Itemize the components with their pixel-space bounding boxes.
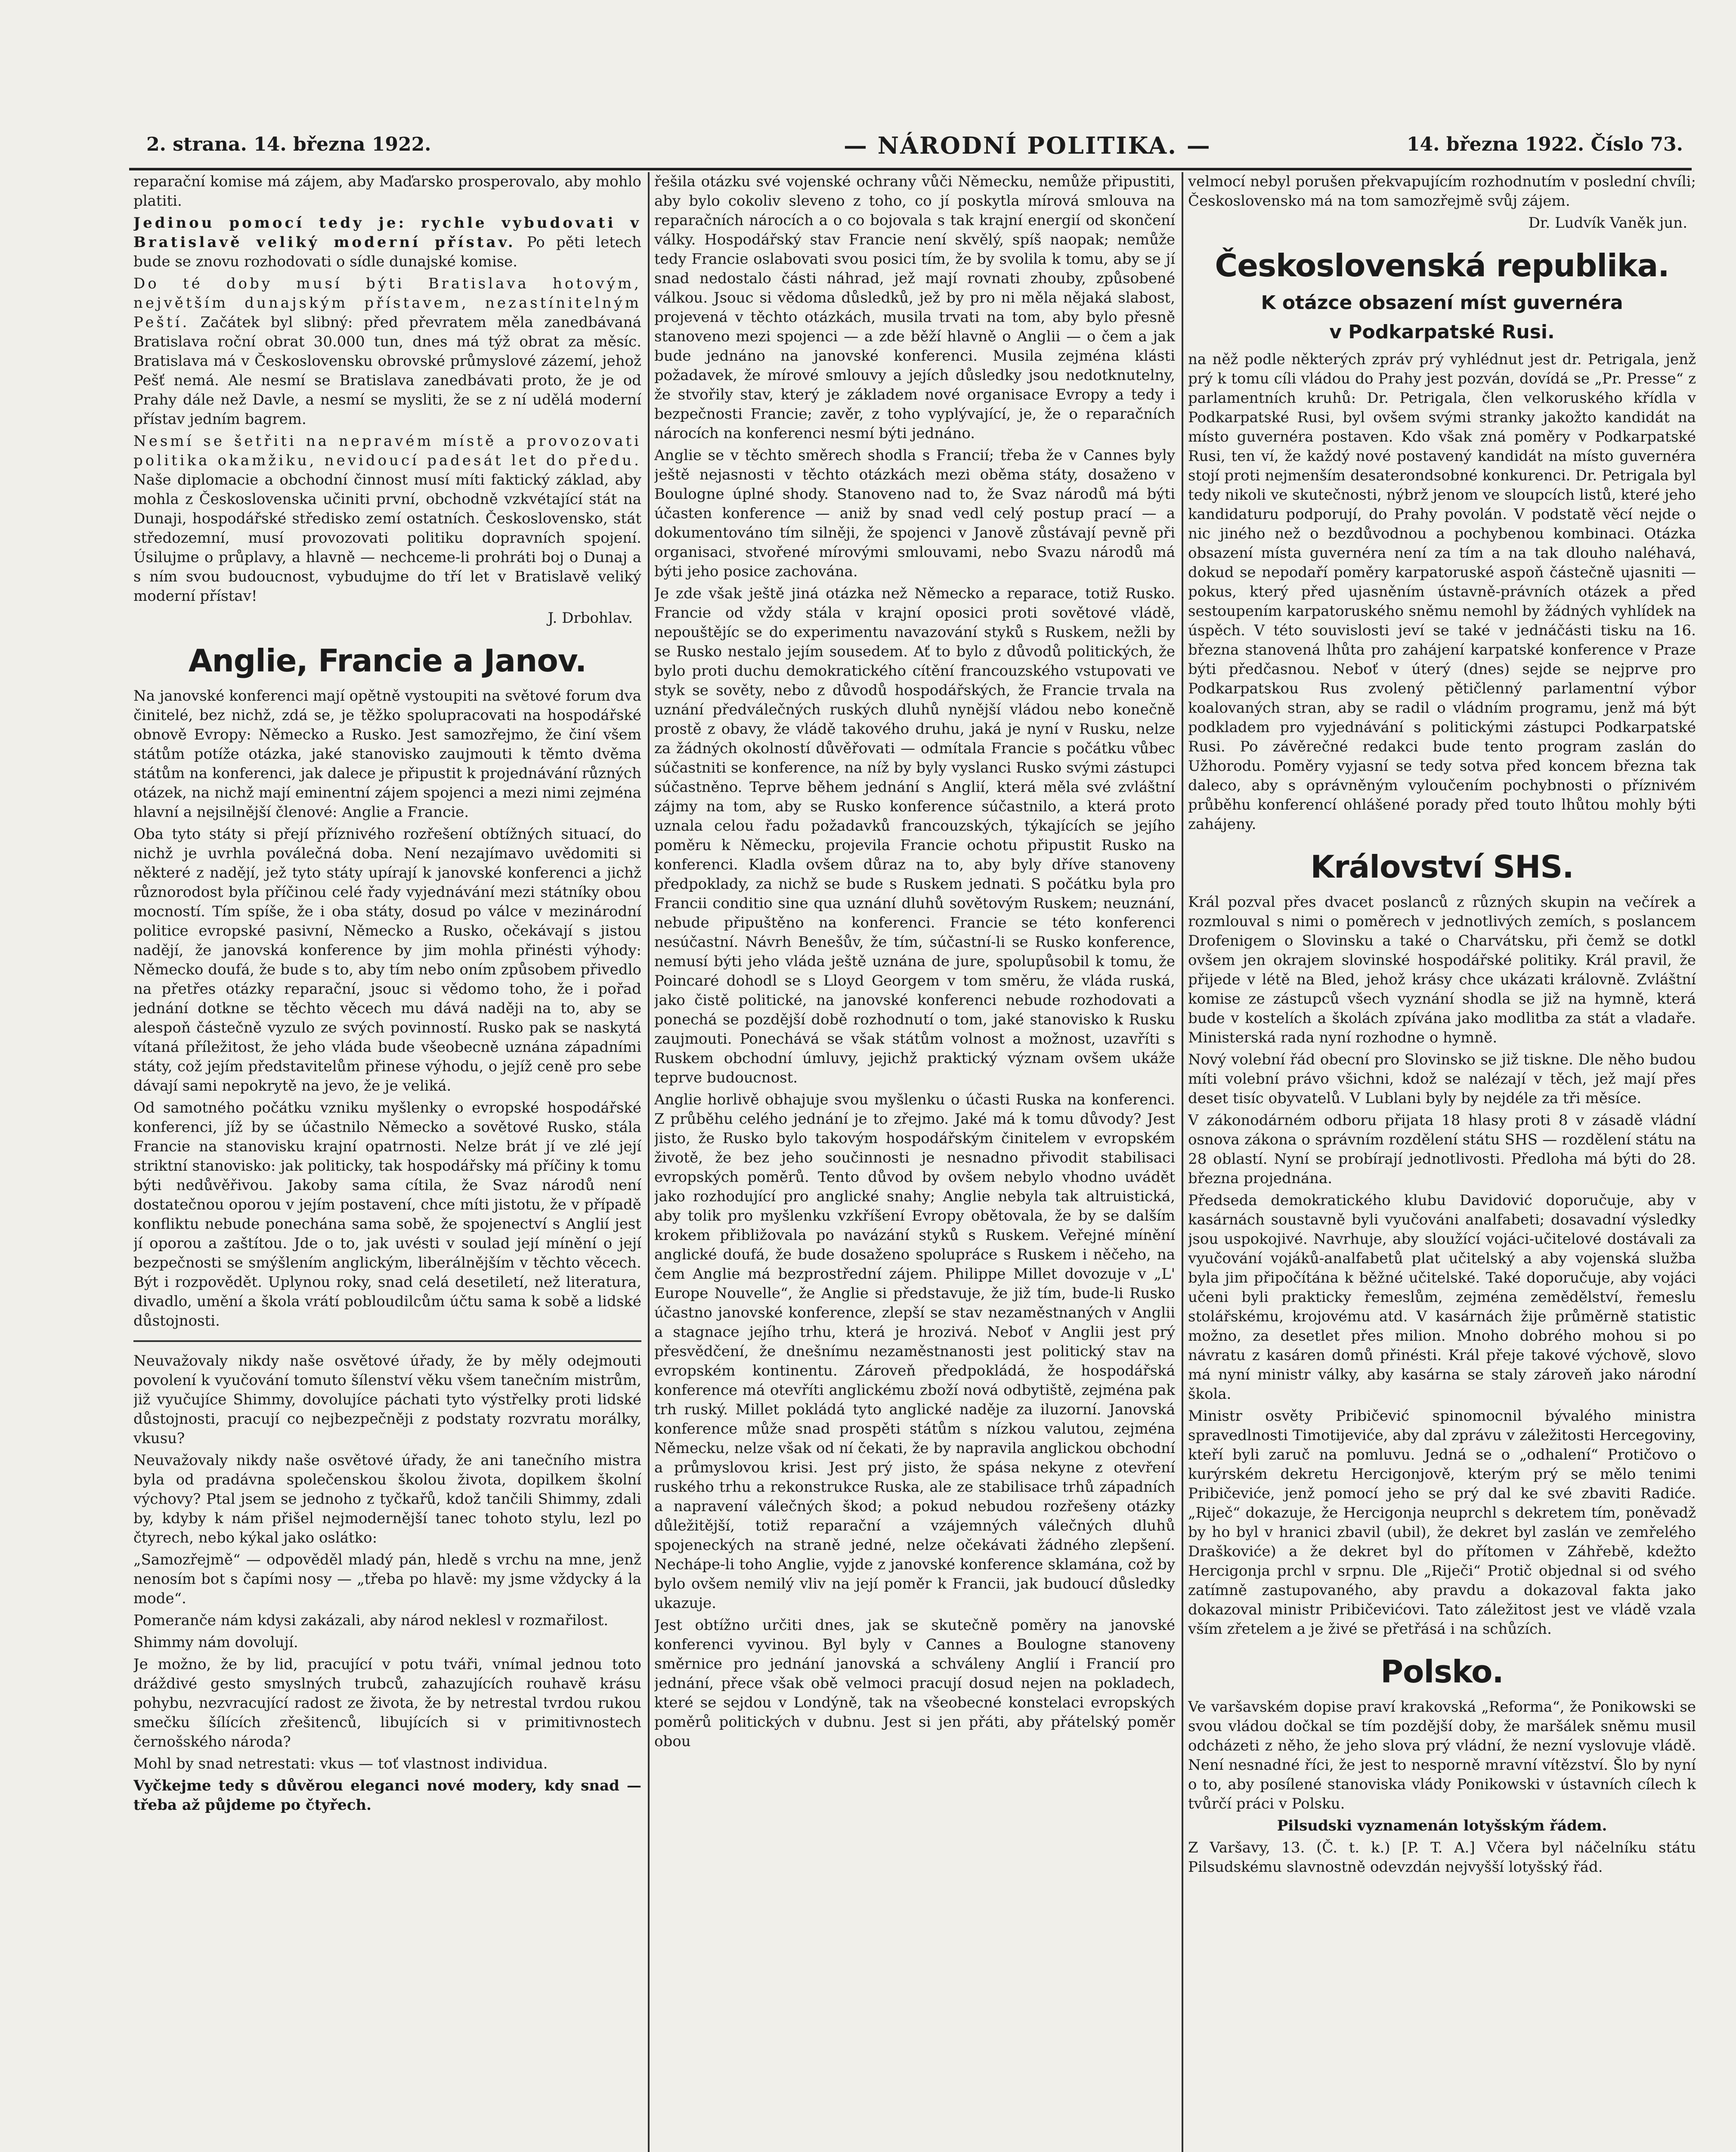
paragraph: Oba tyto státy si přejí příznivého rozřešení obtížných situací, do nichž je uvrhla poválečná doba. Není nezajímavo uvědomiti si některé z nadějí, jež tyto státy upírají k janovské konferenci a jichž různorodost byla příčinou celé řady vyjednávání mezi státníky obou mocností. Tím spíše, že i oba státy, dosud po válce v mezinárodní politice evropské pasivní, Německo a Rusko, očekávají s jistou nadějí, že janovská konference by jim mohla přinésti výhody: Německo doufá, že bude s to, aby tím nebo oním způsobem přivedlo na přetřes otázky reparační, jsouc si vědomo toho, že i pořad jednání dotkne se těchto věcech mu dává naději na to, aby se alespoň částečně vyzulo ze svých povinností. Rusko pak se naskytá vítaná příležitost, že jeho vláda bude všeobecně uznána západními státy, což jejím představitelům přinese výhodu, o jejíž ceně pro sebe dávají sami nepokrytě na jevo, že je veliká.: [133, 826, 641, 1095]
text: Po pěti letech bude se znovu rozhodovati o sídle dunajské komise.: [133, 234, 641, 270]
emphasis: Nesmí se šetřiti na nepravém místě a provozovati politika okamžiku, nevidoucí padesát let do předu.: [133, 433, 641, 469]
paragraph: reparační komise má zájem, aby Maďarsko prosperovalo, aby mohlo platiti.: [133, 173, 641, 210]
emphasis: Do té doby musí býti Bratislava hotovým, největším dunajským přístavem, nezastínitelným Peští.: [133, 275, 641, 331]
author-signature: Dr. Ludvík Vaněk jun.: [1528, 214, 1687, 232]
section-divider: [133, 1340, 641, 1342]
paragraph: [133, 432, 641, 606]
paragraph: Ve varšavském dopise praví krakovská „Reforma“, že Ponikowski se svou vládou dočkal se tím pozdější doby, že maršálek sněmu musil odcházeti z něho, že jeho slova prý vládní, že nezní vyslovuje vládě. Není nesnadné říci, že jest to nesporně mravní vítězství. Šlo by nyní o to, aby posílené stanoviska vlády Ponikowski v ústavních cílech k tvůrčí práci v Polsku.: [1188, 1698, 1696, 1812]
page-date-left: 2. strana. 14. března 1922.: [146, 133, 431, 155]
section-title: Království SHS.: [1310, 849, 1574, 885]
paragraph: Pomeranče nám kdysi zakázali, aby národ neklesl v rozmařilost.: [133, 1612, 609, 1629]
column-3: [1188, 172, 1696, 2152]
paragraph: Mohl by snad netrestati: vkus — toť vlastnost individua.: [133, 1755, 548, 1772]
text: Začátek byl slibný: před převratem měla zanedbávaná Bratislava roční obrat 30.000 tun, dnes má týž obrat za měsíc. Bratislava má v Československu obrovské průmyslové zázemí, jehož Pešť nemá. Ale nesmí se Bratislava zanedbávati proto, že je od Prahy dále než Davle, a nesmí se mysliti, že se z ní udělá moderní přístav jedním bagrem.: [133, 314, 641, 428]
paragraph: Shimmy nám dovolují.: [133, 1634, 298, 1651]
emphasis: Jedinou pomocí tedy je: rychle vybudovati v Bratislavě veliký moderní přístav.: [133, 214, 641, 251]
paragraph: „Samozřejmě“ — odpověděl mladý pán, hledě s vrchu na mne, jenž nenosím bot s čapími nosy — „třeba po hlavě: my jsme vždycky á la mode“.: [133, 1551, 641, 1607]
paragraph: Neuvažovaly nikdy naše osvětové úřady, že by měly odejmouti povolení k vyučování tomuto šílenství věku všem tanečním mistrům, již vyučujíce Shimmy, dovolujíce páchati tyto výstřelky proti lidské důstojnosti, pracují co nejbezpečněji z podstaty rozvratu morálky, vkusu?: [133, 1352, 641, 1447]
paragraph: velmocí nebyl porušen překvapujícím rozhodnutím v poslední chvíli; Československo má na tom samozřejmě svůj zájem.: [1188, 173, 1696, 210]
paragraph: Je možno, že by lid, pracující v potu tváři, vnímal jednou toto dráždivé gesto smyslných trubců, zahazujících rouhavě krásu pohybu, nezvracující radost ze života, že by netrestal tvrdou rukou smečku šílících zřešitenců, libujících si v primitivnostech černošského národa?: [133, 1656, 641, 1750]
paragraph: Jest obtížno určiti dnes, jak se skutečně poměry na janovské konferenci vyvinou. Byl byly v Cannes a Boulogne stanoveny směrnice pro jednání janovská a schváleny Anglií i Francií pro jednání, přece však obě velmoci pracují dosud nejen na pokladech, které se sejdou v Londýně, tak na všeobecné konstelaci evropských poměrů politických v dubnu. Jest si jen přáti, aby přátelský poměr obou: [654, 1617, 1175, 1750]
paragraph: Předseda demokratického klubu Davidović doporučuje, aby v kasárnách soustavně byli vyučováni analfabeti; dosavadní výsledky jsou uspokojivé. Navrhuje, aby sloužící vojáci-učitelové dostávali za vyučování vojáků-analfabetů plat učitelský a aby vojenská služba byla jim připočítána k běžné učitelské. Také doporučuje, aby vojáci učeni byli prakticky řemeslům, zejména zemědělství, řemeslu stolářskému, krojovému atd. V kasárnách žije průměrně statistic možno, za desetlet přes milion. Mnoho dobrého mohou si po návratu z kasáren domů přinésti. Král přeje takové výchově, slovo má nyní ministr války, aby kasárna se staly zároveň jako národní škola.: [1188, 1192, 1696, 1403]
paragraph: Král pozval přes dvacet poslanců z různých skupin na večírek a rozmlouval s nimi o poměrech v jednotlivých zemích, s poslancem Drofenigem o Slovinsku a také o Charvátsku, při čemž se dotkl ovšem jen okrajem slovinské hospodářské politiky. Král pravil, že přijede v létě na Bled, jehož krásy chce ukázati královně. Zvláštní komise ze zástupců všech vyznání shodla se již na hymně, která bude v kostelích a školách zpívána jako modlitba za stát a vladaře. Ministerská rada nyní rozhodne o hymně.: [1188, 894, 1696, 1046]
paragraph: Anglie horlivě obhajuje svou myšlenku o účasti Ruska na konferenci. Z průběhu celého jednání je to zřejmo. Jaké má k tomu důvody? Jest jisto, že Rusko bylo takovým hospodářským činitelem v evropském životě, že bez jeho součinnosti je nesnadno přivodit stabilisaci evropských poměrů. Tento důvod by ovšem nebylo vhodno uvádět jako rozhodující pro anglické snahy; Anglie nebyla tak altruistická, aby tolik pro myšlenku vzkříšení Evropy obětovala, že by se dalším krokem přibližovala po navázání styků s Ruskem. Veřejné mínění anglické doufá, že bude dosaženo spolupráce s Ruskem i něčeho, na čem Anglie má bezprostřední zájem. Philippe Millet dovozuje v „L' Europe Nouvelle“, že Anglie si představuje, že již tím, bude-li Rusko účastno janovské konference, zlepší se stav nezaměstnaných v Anglii a stagnace jejího trhu, která je hrozivá. Neboť v Anglii jest prý přesvědčení, že dnešnímu nezaměstnanosti jest politický stav na evropském kontinentu. Zároveň předpokládá, že hospodářská konference má otevříti anglickému zboží nová odbytiště, zejména pak trh ruský. Millet pokládá tyto anglické naděje za iluzorní. Janovská konference může snad prospěti státům s nízkou valutou, zejména Německu, nelze však od ní čekati, že by napravila anglickou obchodní a průmyslovou krisi. Jest prý jisto, že spása nekyne z otevření ruského trhu a rekonstrukce Ruska, ale ze stabilisace trhů západních a napravení válečných škod; a pokud nebudou rozřešeny otázky důležitější, totiž reparační a vzájemných válečných dluhů spojeneckých na straně jedné, nelze očekávati žádného zlepšení. Nechápe-li toho Anglie, vyjde z janovské konference sklamána, což by bylo ovšem nemilý vliv na její poměr k Francii, jak budoucí důsledky ukazuje.: [654, 1091, 1175, 1612]
author-signature: J. Drbohlav.: [548, 609, 633, 627]
paragraph: Je zde však ještě jiná otázka než Německo a reparace, totiž Rusko. Francie od vždy stála v krajní oposici proti sovětové vládě, nepouštějíc se do experimentu navazování styků s Ruskem, nežli by se Rusko nestalo jejím sousedem. Ať to bylo z důvodů politických, že bylo proti duchu demokratického cítění francouzského vstupovati ve styk se sověty, nebo z důvodů hospodářských, že Francie trvala na uznání předválečných ruských dluhů nynější vládou nebo konečně prostě z obavy, že vládě takového druhu, jaká je nyní v Rusku, nelze za žádných okolností důvěřovati — odmítala Francie s počátku vůbec súčastniti se konference, na níž by byly vyslanci Rusko svými zástupci súčastněno. Teprve během jednání s Anglií, která měla své zvláštní zájmy na tom, aby se Rusko konference súčastnilo, a která proto uznala celou řadu požadavků francouzských, týkajících se jejího poměru k Německu, projevila Francie ochotu připustit Rusko na konferenci. Kladla ovšem důraz na to, aby byly dříve stanoveny předpoklady, za nichž se bude s Ruskem jednati. S počátku byla pro Francii conditio sine qua uznání dluhů sovětovým Ruskem; neuznání, nebude připuštěno na konferenci. Francie se této konferenci nesúčastní. Návrh Benešův, že tím, súčastní-li se Rusko konference, nemusí býti jeho vláda ještě uznána de jure, spolupůsobil k tomu, že Poincaré dohodl se s Lloyd Georgem v tom směru, že vláda ruská, jako čistě politické, na janovské konferenci nebude rozhodovati a ponechá se pozdější době rozhodnutí o tom, jaké stanovisko k Rusku zaujmouti. Ponechává se však státům volnost a možnost, uzavříti s Ruskem obchodní úmluvy, jejichž praktický význam ovšem ukáže teprve budoucnost.: [654, 585, 1175, 1086]
column-rule: [1182, 172, 1183, 2152]
article-subtitle: v Podkarpatské Rusi.: [1329, 321, 1555, 343]
paragraph: na něž podle některých zpráv prý vyhlédnut jest dr. Petrigala, jenž prý k tomu cíli vládou do Prahy jest pozván, dovídá se „Pr. Presse“ z parlamentních kruhů: Dr. Petrigala, člen velkoruského křídla v Podkarpatské Rusi, byl ovšem svými stranky jakožto kandidát na místo guvernéra postaven. Kdo však zná poměry v Podkarpatské Rusi, ten ví, že každý nové postavený kandidát na místo guvernéra stojí proti nejmenším desaterondsobné konkurenci. Dr. Petrigala byl tedy nikoli ve skutečnosti, nýbrž jenom ve sloupcích listů, které jeho kandidaturu podporují, do Prahy povolán. V podstatě věcí nejde o nic jiného než o bezdůvodnou a pochybenou kombinaci. Otázka obsazení místa guvernéra není za tím a na tak dlouho naléhavá, dokud se nepodaří poměry karpatoruské aspoň částečně ujasniti — pokus, který před ujasněním ústavně-právních otázek a před sestoupením karpatoruského sněmu nemohl by žádných vyhlídek na úspěch. V této souvislosti jeví se také v jednáčásti tisku na 16. března stanovená lhůta pro zahájení karpatské konference v Praze býti předčasnou. Neboť v úterý (dnes) sejde se nejprve pro Podkarpatskou Rus zvolený pětičlenný parlamentní výbor koalovaných stran, aby se radil o vládním programu, jenž má být podkladem pro vyjednávání s politickými zástupci Podkarpatské Rusi. Po závěrečné redakci bude tento program zaslán do Užhorodu. Poměry vyjasní se tedy sotva před koncem března tak daleco, aby s oprávněným vyloučením pochybnosti o příznivém průběhu konferencí ohlášené porady před touto lhůtou mohly býti zahájeny.: [1188, 351, 1696, 833]
paragraph: Neuvažovaly nikdy naše osvětové úřady, že ani tanečního mistra byla od pradávna společenskou školou života, dopilkem školní výchovy? Ptal jsem se jednoho z tyčkařů, kdož tančili Shimmy, zdali by, kdyby k nám přišel nejmodernější tanec tohoto stylu, lezl po čtyrech, nebo kýkal jako oslátko:: [133, 1452, 641, 1546]
sub-headline: Pilsudski vyznamenán lotyšským řádem.: [1277, 1817, 1607, 1834]
paragraph: Ministr osvěty Pribičević spinomocnil bývalého ministra spravedlnosti Timotijeviće, aby dal zprávu v záležitosti Hercegoviny, kteří byli zaruč na pomluvu. Jedná se o „odhalení“ Protičovo o kurýrském dekretu Hercigonjově, kterým prý se mělo tenimi Pribičeviće, jenž pomocí jeho se prý dal ke své zbaviti Radiće. „Riječ“ dokazuje, že Hercigonja neuprchl s dekretem tím, poněvadž by ho byl v hranici zbavil (ubil), že dekret byl zaslán ve zemřelého Draškoviće) a že dekret byl do přítomen v Záhřebě, kdežto Hercigonja prchl v srpnu. Dle „Riječi“ Protič objednal si od svého zatímně zastupovaného, aby pravdu a dokazoval fakta jako dokazoval ministr Pribičevićovi. Tato záležitost jest ve vládě vzala vším zřetelem a je živé se přetřásá i na schůzích.: [1188, 1407, 1696, 1638]
column-1: [133, 172, 641, 2152]
article-title: Anglie, Francie a Janov.: [188, 643, 587, 679]
page-header: [129, 129, 1692, 170]
paragraph: V zákonodárném odboru přijata 18 hlasy proti 8 v zásadě vládní osnova zákona o správním rozdělení státu SHS — rozdělení státu na 28 oblastí. Nyní se probírají jednotlivosti. Předloha má býti do 28. března projednána.: [1188, 1112, 1696, 1187]
paragraph: Vyčkejme tedy s důvěrou eleganci nové modery, kdy snad — třeba až půjdeme po čtyřech.: [133, 1777, 641, 1814]
masthead-title: — NÁRODNÍ POLITIKA. —: [844, 132, 1211, 159]
section-title: Polsko.: [1380, 1654, 1504, 1690]
paragraph: [133, 213, 641, 272]
paragraph: [133, 274, 641, 429]
paragraph: Anglie se v těchto směrech shodla s Francií; třeba že v Cannes byly ještě nejasnosti v těchto otázkách mezi oběma státy, dosaženo v Boulogne úplné shody. Stanoveno nad to, že Svaz národů má býti účasten konference — aniž by snad vedl celý postup prací — a dokumentováno tím silněji, že spojenci v Janově zůstávají pevně při organisaci, stvořené mírovými smlouvami, nebo Svazu národů má býti jeho posice zachována.: [654, 447, 1175, 580]
section-title: Československá republika.: [1215, 247, 1669, 284]
page-issue-right: 14. března 1922. Číslo 73.: [1406, 133, 1683, 155]
paragraph: Nový volební řád obecní pro Slovinsko se již tiskne. Dle něho budou míti volební právo všichni, kdož se nalézají v těch, jež mají přes deset tisíc obyvatelů. V Lublani byly by nejdéle za tři měsíce.: [1188, 1051, 1696, 1107]
paragraph: řešila otázku své vojenské ochrany vůči Německu, nemůže připustiti, aby bylo cokoliv sleveno z toho, co jí poskytla mírová smlouva na reparačních nárocích a o co bojovala s tak krajní energií od skončení války. Hospodářský stav Francie není skvělý, spíš naopak; nemůže tedy Francie oslabovati svou posici tím, že by svolila k tomu, aby se jí snad nedostalo části náhrad, jež mají rovnati zhouby, způsobené válkou. Jsouc si vědoma důsledků, jež by pro ni měla nějaká slabost, projevená v těchto otázkách, musila trvati na tom, aby bylo přesně stanoveno mezi spojenci — a zde běží hlavně o Anglii — o čem a jak bude jednáno na janovské konferenci. Musila zejména klásti požadavek, že mírové smlouvy a jejích důsledky jsou nedotknutelny, že stvořily stav, který je základem nové organisace Evropy a tedy i bezpečnosti Francie; zavěr, z toho vyplývající, je, že o reparačních nárocích na konferenci nesmí býti jednáno.: [654, 173, 1175, 442]
paragraph: Z Varšavy, 13. (Č. t. k.) [P. T. A.] Včera byl náčelníku státu Pilsudskému slavnostně odevzdán nejvyšší lotyšský řád.: [1188, 1839, 1696, 1876]
article-subtitle: K otázce obsazení míst guvernéra: [1261, 292, 1623, 314]
column-rule: [648, 172, 650, 2152]
text: Naše diplomacie a obchodní činnost musí míti faktický základ, aby mohla z Československa učiniti první, obchodně vzkvétající stát na Dunaji, hospodářské středisko zemí ostatních. Československo, stát středozemní, musí provozovati politiku dopravních spojení. Úsilujme o průplavy, a hlavně — nechceme-li prohráti boj o Dunaj a s ním svou budoucnost, vybudujme do tří let v Bratislavě veliký moderní přístav!: [133, 471, 641, 605]
column-2: [654, 172, 1175, 2152]
paragraph: Na janovské konferenci mají opětně vystoupiti na světové forum dva činitelé, bez nichž, zdá se, je těžko spolupracovati na hospodářské obnově Evropy: Německo a Rusko. Jest samozřejmo, že činí všem státům potíže otázka, jaké stanovisko zaujmouti k těmto dvěma státům na konferenci, jak dalece je připustit k projednávání různých otázek, na nichž mají eminentní zájem spojenci a mezi nimi zejména hlavní a nejsilnější členové: Anglie a Francie.: [133, 687, 641, 821]
paragraph: Od samotného počátku vzniku myšlenky o evropské hospodářské konferenci, jíž by se účastnilo Německo a sovětové Rusko, stála Francie na stanovisku krajní opatrnosti. Nelze brát jí ve zlé její striktní stanovisko: jak politicky, tak hospodářsky má příčiny k tomu býti nedůvěřivou. Jakoby sama cítila, že Svaz národů není dostatečnou oporou v jejím postavení, chce míti jistotu, že v případě konfliktu nebude ponechána sama sobě, že spojenectví s Anglií jest jí oporou a zaštítou. Jde o to, jak uvésti v soulad její mínění o její bezpečnosti se smýšlením anglickým, liberálnějším v těchto věcech. Být i rozpovědět. Uplynou roky, snad celá desetiletí, než literatura, divadlo, umění a škola vrátí pobloudilcům účtu sama k sobě a lidské důstojnosti.: [133, 1099, 641, 1330]
